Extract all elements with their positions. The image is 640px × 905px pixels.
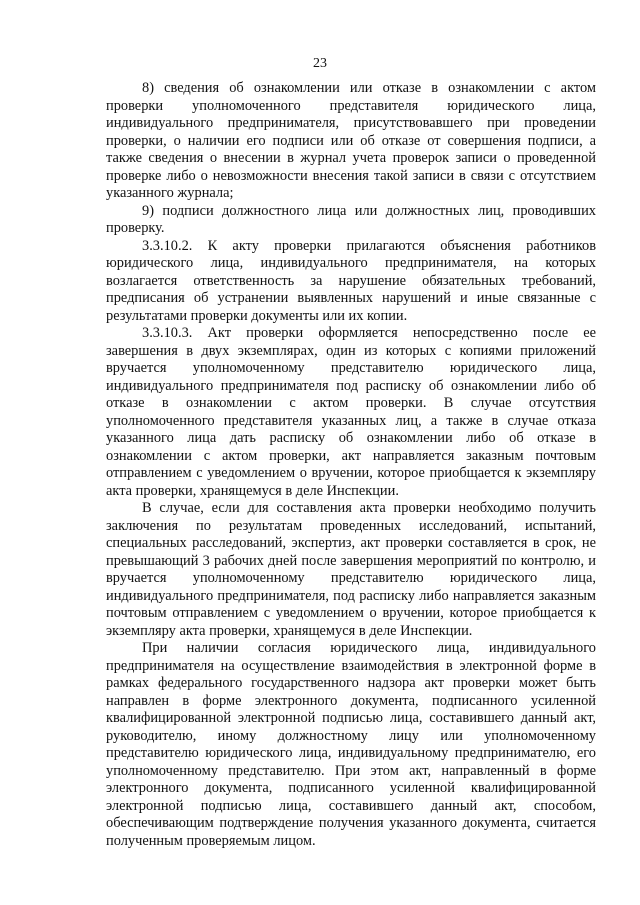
paragraph-electronic-form: При наличии согласия юридического лица, индивидуального предпринимателя на осуществление взаимодействия в электронной форме в рамках федерального государственного надзора акт проверки может быть направлен в форме электронного документа, подписанного усиленной квалифицированной электронной подписью лица, составившего данный акт, руководителю, иному должностному лицу или уполномоченному представителю юридического лица, индивидуальному предпринимателю, его уполномоченному представителю. При этом акт, направленный в форме электронного документа, подписанного усиленной квалифицированной электронной подписью лица, составившего данный акт, способом, обеспечивающим подтверждение получения указанного документа, считается полученным проверяемым лицом. — [106, 640, 596, 849]
paragraph-3-3-10-3: 3.3.10.3. Акт проверки оформляется непосредственно после ее завершения в двух экземплярах, один из которых с копиями приложений вручается уполномоченному представителю юридического лица, индивидуального предпринимателя под расписку об ознакомлении либо об отказе в ознакомлении с актом проверки. В случае отсутствия уполномоченного представителя указанных лиц, а также в случае отказа указанного лица дать расписку об ознакомлении либо об отказе в ознакомлении с актом проверки, акт направляется заказным почтовым отправлением с уведомлением о вручении, которое приобщается к экземпляру акта проверки, хранящемуся в деле Инспекции. — [106, 325, 596, 499]
paragraph-item-9: 9) подписи должностного лица или должностных лиц, проводивших проверку. — [106, 202, 596, 236]
paragraph-item-8: 8) сведения об ознакомлении или отказе в ознакомлении с актом проверки уполномоченного представителя юридического лица, индивидуального предпринимателя, присутствовавшего при проведении проверки, о наличии его подписи или об отказе от совершения подписи, а также сведения о внесении в журнал учета проверок записи о проведенной проверке либо о невозможности внесения такой записи в связи с отсутствием указанного журнала; — [106, 80, 596, 201]
paragraph-3-3-10-2: 3.3.10.2. К акту проверки прилагаются объяснения работников юридического лица, индивидуального предпринимателя, на которых возлагается ответственность за нарушение обязательных требований, предписания об устранении выявленных нарушений и иные связанные с результатами проверки документы или их копии. — [106, 237, 596, 324]
page-number: 23 — [313, 56, 327, 71]
paragraph-conclusions-case: В случае, если для составления акта проверки необходимо получить заключения по результатам проведенных исследований, испытаний, специальных расследований, экспертиз, акт проверки составляется в срок, не превышающий 3 рабочих дней после завершения мероприятий по контролю, и вручается уполномоченному представителю юридического лица, индивидуального предпринимателя, под расписку либо направляется заказным почтовым отправлением с уведомлением о вручении, которое приобщается к экземпляру акта проверки, хранящемуся в деле Инспекции. — [106, 500, 596, 639]
document-body — [106, 80, 596, 850]
